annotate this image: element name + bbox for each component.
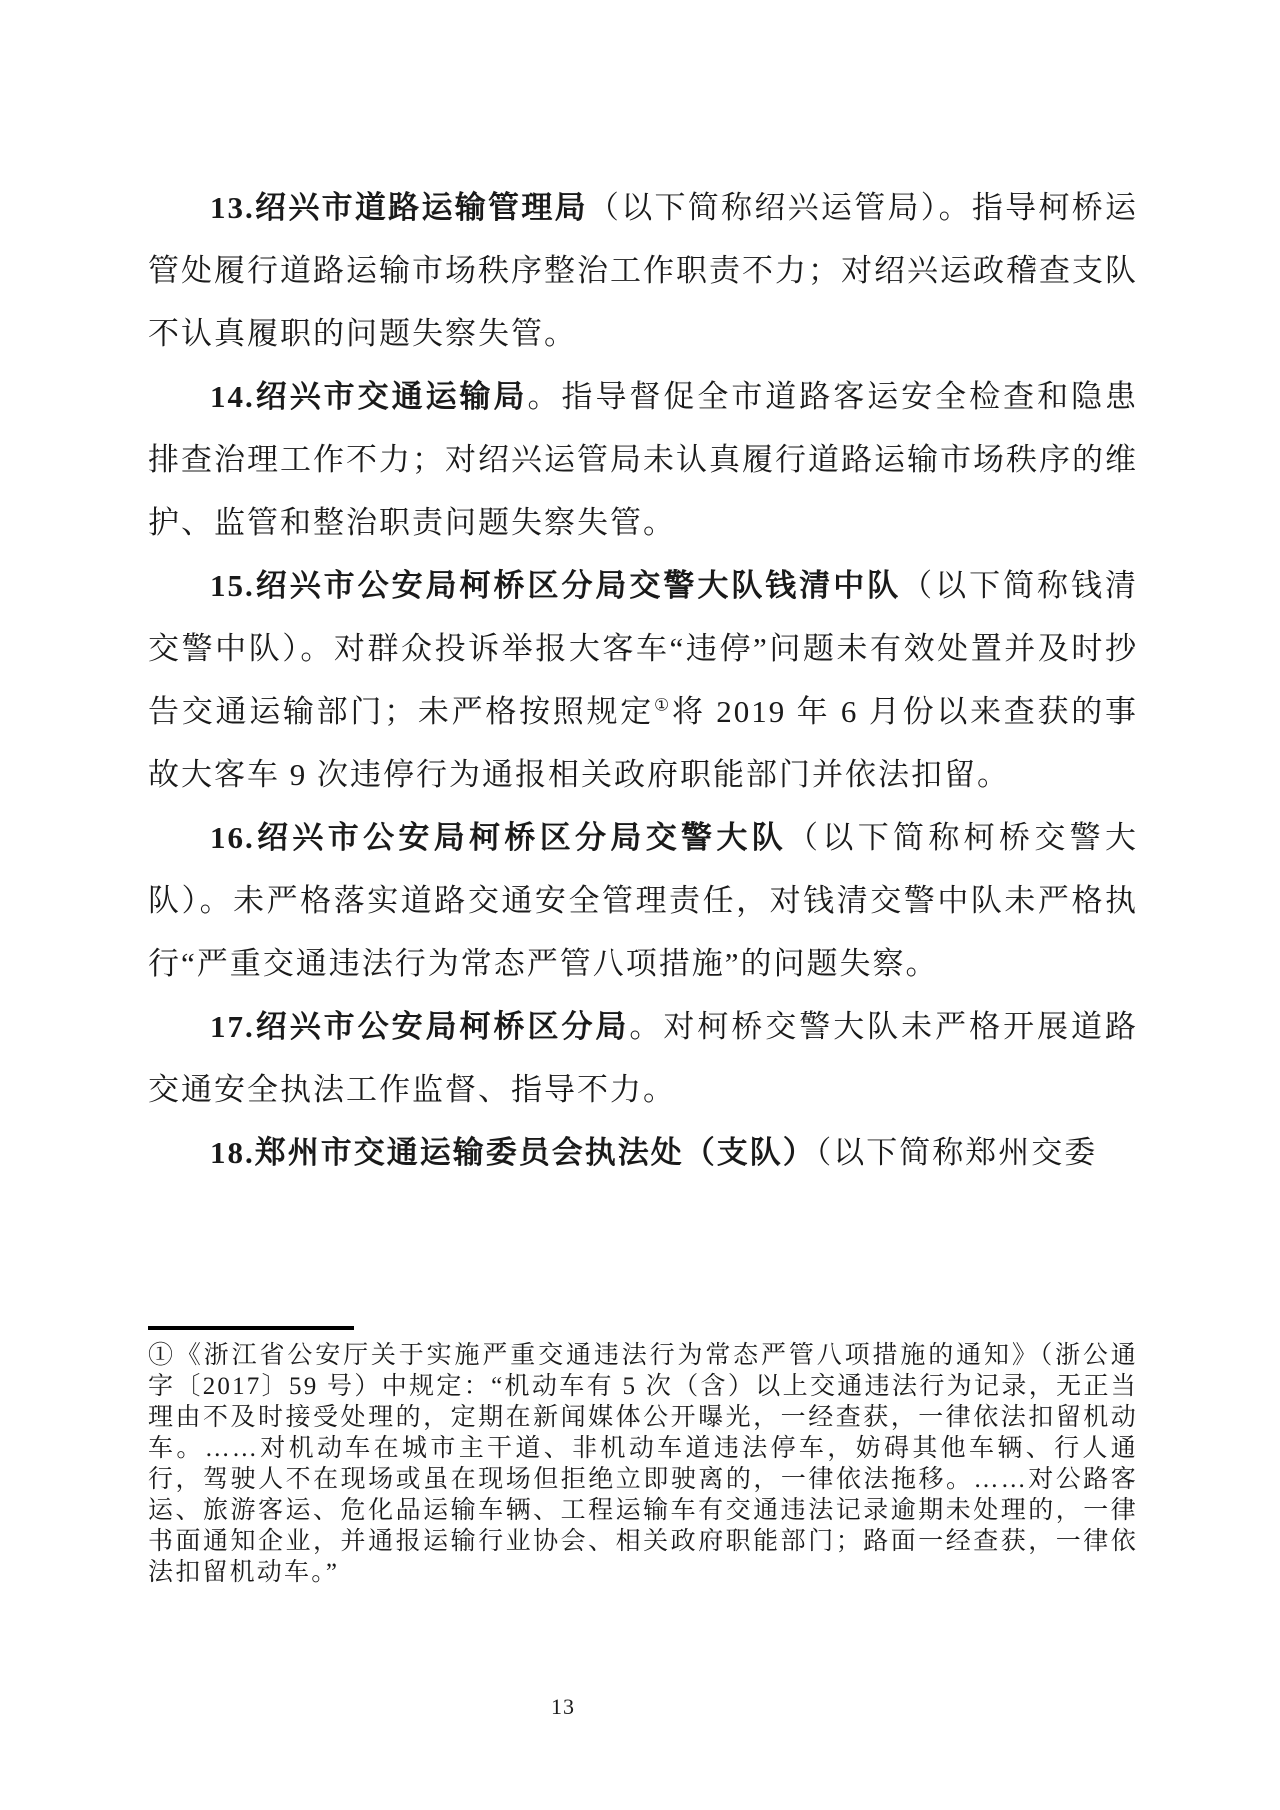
item-17-text: 。对柯桥交警大队未严格开展道路交通安全执法工作监督、指导不力。 (148, 1009, 1139, 1107)
footnote-text: 《浙江省公安厅关于实施严重交通违法行为常态严管八项措施的通知》（浙公通字〔2017〕59 号）中规定：“机动车有 5 次（含）以上交通违法行为记录，无正当理由不及时接受处理的，定期在新闻媒体公开曝光，一经查获，一律依法扣留机动车。……对机动车在城市主干道、非机动车道违法停车，妨碍其他车辆、行人通行，驾驶人不在现场或虽在现场但拒绝立即驶离的，一律依法拖移。……对公路客运、旅游客运、危化品运输车辆、工程运输车有交通违法记录逾期未处理的，一律书面通知企业，并通报运输行业协会、相关政府职能部门；路面一经查获，一律依法扣留机动车。” (148, 1342, 1138, 1586)
footnote-block (148, 1326, 1138, 1588)
item-15-heading: 15.绍兴市公安局柯桥区分局交警大队钱清中队 (210, 568, 902, 603)
paragraph-item-14 (148, 365, 1138, 554)
item-14-text: 。指导督促全市道路客运安全检查和隐患排查治理工作不力；对绍兴运管局未认真履行道路运输市场秩序的维护、监管和整治职责问题失察失管。 (148, 379, 1139, 540)
item-16-heading: 16.绍兴市公安局柯桥区分局交警大队 (210, 820, 788, 855)
item-18-heading: 18.郑州市交通运输委员会执法处（支队） (210, 1135, 816, 1170)
paragraph-item-13 (148, 176, 1138, 365)
footnote-marker: ① (148, 1342, 176, 1369)
paragraph-item-16 (148, 806, 1138, 995)
item-16-text: （以下简称柯桥交警大队）。未严格落实道路交通安全管理责任，对钱清交警中队未严格执行“严重交通违法行为常态严管八项措施”的问题失察。 (148, 820, 1139, 981)
footnote-separator-rule (148, 1326, 354, 1330)
paragraph-item-17 (148, 995, 1138, 1121)
item-13-heading: 13.绍兴市道路运输管理局 (210, 190, 588, 225)
paragraph-item-15 (148, 554, 1138, 806)
footnote (148, 1340, 1138, 1588)
page-number: 13 (551, 1694, 575, 1719)
paragraph-item-18 (148, 1121, 1138, 1184)
item-14-heading: 14.绍兴市交通运输局 (210, 379, 528, 414)
item-15-text: 将 2019 年 6 月份以来查获的事故大客车 9 次违停行为通报相关政府职能部门并依法扣留。 (148, 694, 1138, 792)
item-18-text: （以下简称郑州交委 (815, 1135, 1098, 1170)
item-17-heading: 17.绍兴市公安局柯桥区分局 (210, 1009, 630, 1044)
item-15-text: （以下简称钱清交警中队）。对群众投诉举报大客车“违停”问题未有效处置并及时抄告交通运输部门；未严格按照规定 (148, 568, 1138, 729)
footnote-reference-mark: ① (653, 695, 672, 715)
document-body (148, 176, 1138, 1184)
item-13-text: （以下简称绍兴运管局）。指导柯桥运管处履行道路运输市场秩序整治工作职责不力；对绍兴运政稽查支队不认真履职的问题失察失管。 (148, 190, 1139, 351)
